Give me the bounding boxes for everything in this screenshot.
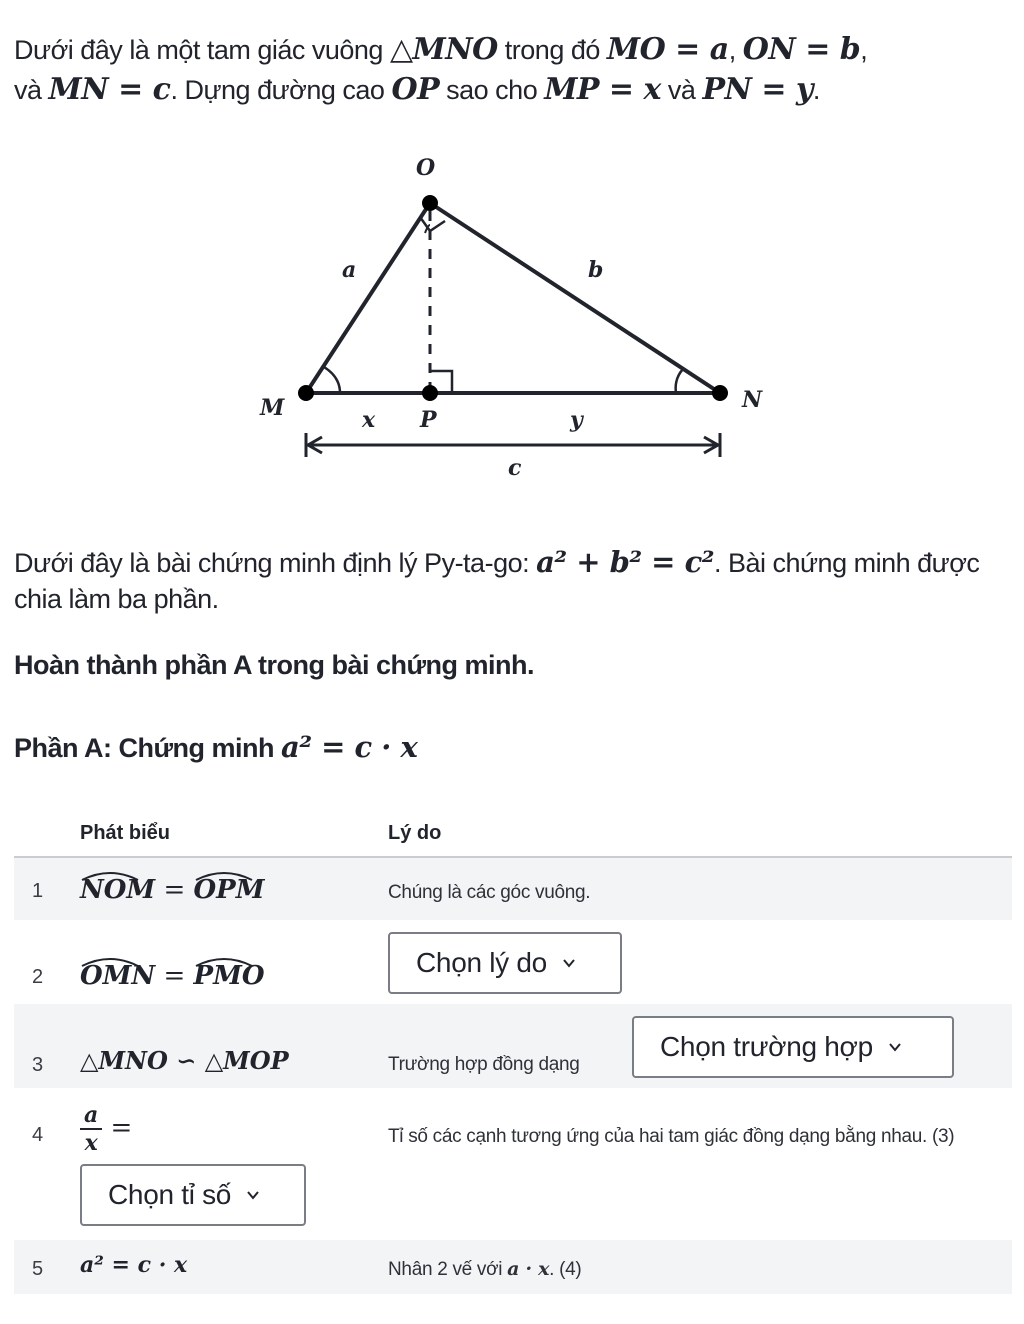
pythagorean-theorem-math: a² + b² = c² [536,545,714,579]
pn-equals-y-math: PN = y [702,72,813,107]
proof-row-2 [14,920,1012,1004]
chevron-down-icon [245,1187,261,1203]
dropdown-label: Chọn lý do [416,947,547,978]
angle-arc-n [676,369,683,393]
reason-3: Trường hợp đồng dạng [388,1054,580,1075]
ratio-dropdown[interactable] [80,1164,306,1226]
intro-text: sao cho [439,75,545,105]
point-p [422,385,438,401]
side-on [430,203,720,393]
row-number: 4 [32,1124,44,1146]
statement-2: OMN = PMO [80,960,265,991]
intro-text: Dưới đây là một tam giác vuông [14,35,390,65]
label-side-a: a [342,257,357,283]
label-vertex-p: P [420,407,437,433]
chevron-down-icon [887,1039,903,1055]
row-number: 1 [32,880,44,902]
similarity-case-dropdown[interactable] [632,1016,954,1078]
proof-row-3 [14,1004,1012,1088]
chevron-down-icon [561,955,577,971]
part-a-heading: Phần A: Chứng minh a² = c · x [14,730,418,764]
statement-3: △MNO ∽ △MOP [80,1046,289,1075]
op-math: OP [391,72,440,107]
label-seg-y: y [570,407,583,433]
row-number: 2 [32,966,44,988]
angle-hat-icon [194,869,254,881]
point-n [712,385,728,401]
angle-hat-icon [194,955,254,967]
label-seg-x: x [362,407,376,433]
side-mo [306,203,430,393]
angle-arc-m [324,367,340,393]
dropdown-label: Chọn trường hợp [660,1031,873,1062]
ratio-fraction: $\frac{a}{x}$ [80,1102,102,1156]
statement-5: a² = c · x [80,1252,188,1278]
problem-intro: Dưới đây là một tam giác vuông △MNO trong đó MO = a, ON = b, và MN = c. Dựng đường cao OP sao cho MP = x và PN = y. [14,32,868,107]
label-length-c: c [508,455,522,481]
mo-equals-a-math: MO = a [606,32,729,67]
label-vertex-o: O [416,155,436,181]
angle-hat-icon [80,955,140,967]
intro-text: . Dựng đường cao [170,75,392,105]
point-o [422,195,438,211]
mn-equals-c-math: MN = c [48,72,171,107]
triangle-figure [240,145,780,485]
point-m [298,385,314,401]
intro-text: trong đó [497,35,607,65]
statement-1: NOM = OPM [80,874,265,905]
row-number: 5 [32,1258,44,1280]
proof-row-1 [14,858,1012,920]
label-vertex-m: M [260,395,285,421]
label-vertex-n: N [742,387,763,413]
label-side-b: b [588,257,604,283]
reason-5: Nhân 2 vế với a · x. (4) [388,1258,582,1280]
task-instruction: Hoàn thành phần A trong bài chứng minh. [14,650,535,680]
proof-row-4 [14,1088,1012,1238]
column-header-statement: Phát biểu [80,822,171,844]
intro-text: và [14,75,49,105]
proof-table-header [14,812,1012,858]
proof-intro: Dưới đây là bài chứng minh định lý Py-ta-go: a² + b² = c². Bài chứng minh được chia làm ba phần. [14,545,980,614]
reason-1: Chúng là các góc vuông. [388,882,591,903]
proof-row-5 [14,1240,1012,1294]
reason-4: Tỉ số các cạnh tương ứng của hai tam giác đồng dạng bằng nhau. (3) [388,1126,955,1147]
mp-equals-x-math: MP = x [544,72,661,107]
angle-hat-icon [80,869,140,881]
row-number: 3 [32,1054,44,1076]
dropdown-label: Chọn tỉ số [108,1179,232,1210]
triangle-mno-math: △MNO [389,32,498,67]
intro-text: và [660,75,703,105]
on-equals-b-math: ON = b [742,32,861,67]
reason-dropdown[interactable] [388,932,622,994]
statement-4: $\frac{a}{x}$ = [80,1102,132,1156]
part-a-goal-math: a² = c · x [281,730,418,764]
column-header-reason: Lý do [388,822,442,844]
right-angle-mark-o [420,217,445,231]
